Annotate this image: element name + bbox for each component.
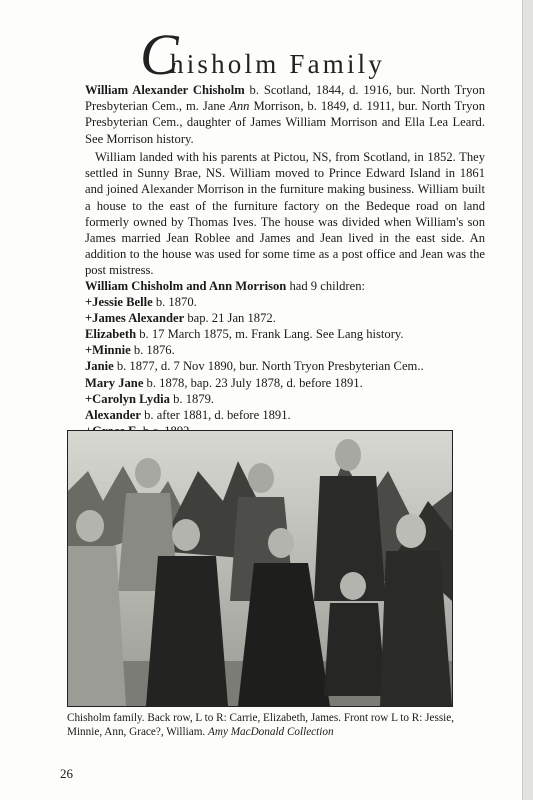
child-details: b. 1878, bap. 23 July 1878, d. before 1891. bbox=[143, 375, 363, 390]
child-name: Mary Jane bbox=[85, 375, 144, 390]
list-item bbox=[85, 326, 505, 342]
list-item bbox=[85, 375, 505, 391]
intro-text-b: Morrison, b. 1849, d. 1911, bur. North Tryon Presbyterian Cem., daughter of James William Morrison and Ella Lea Leard. See Morrison history. bbox=[85, 99, 485, 146]
intro-paragraph bbox=[85, 82, 485, 147]
child-details: b. 1876. bbox=[130, 343, 175, 358]
intro-text-a: b. Scotland, 1844, d. 1916, bur. North Tryon Presbyterian Cem., m. Jane bbox=[85, 83, 485, 114]
intro-text-ann: Ann bbox=[229, 99, 250, 114]
photo-caption bbox=[67, 711, 467, 739]
caption-credit: Amy MacDonald Collection bbox=[208, 726, 334, 738]
children-list bbox=[85, 278, 505, 439]
child-name: +Minnie bbox=[85, 343, 131, 358]
list-item bbox=[85, 342, 505, 358]
title-initial: C bbox=[140, 22, 179, 87]
child-name: Elizabeth bbox=[85, 327, 137, 342]
caption-text: Chisholm family. Back row, L to R: Carrie, Elizabeth, James. Front row L to R: Jessie, Minnie, Ann, Grace?, William. bbox=[67, 712, 455, 738]
family-photo bbox=[67, 430, 453, 707]
child-name: Alexander bbox=[85, 407, 141, 422]
child-name: +James Alexander bbox=[85, 311, 185, 326]
child-name: +Jessie Belle bbox=[85, 295, 153, 310]
parents-names: William Chisholm and Ann Morrison bbox=[85, 279, 287, 293]
list-item bbox=[85, 310, 505, 326]
page-edge bbox=[522, 0, 533, 800]
child-details: b. 17 March 1875, m. Frank Lang. See Lang history. bbox=[136, 327, 404, 342]
list-item bbox=[85, 358, 505, 374]
list-item bbox=[85, 391, 505, 407]
child-name: Janie bbox=[85, 359, 114, 374]
page-number: 26 bbox=[60, 766, 73, 781]
child-details: b. 1877, d. 7 Nov 1890, bur. North Tryon Presbyterian Cem.. bbox=[113, 359, 424, 374]
child-details: bap. 21 Jan 1872. bbox=[184, 311, 276, 326]
list-item bbox=[85, 294, 505, 310]
child-details: b. 1879. bbox=[169, 391, 215, 406]
children-header bbox=[85, 278, 505, 294]
child-name: +Carolyn Lydia bbox=[85, 391, 170, 406]
list-item bbox=[85, 407, 505, 423]
person-name: William Alexander Chisholm bbox=[85, 83, 245, 97]
family-photo-image bbox=[68, 431, 452, 706]
child-details: b. after 1881, d. before 1891. bbox=[140, 407, 291, 422]
history-paragraph: William landed with his parents at Pictou, NS, from Scotland, in 1852. They settled in Sunny Brae, NS. William moved to Prince Edward Island in 1861 and joined Alexander Morrison in the furniture making business. William built a house to the east of the furniture factory on the Bedeque road on land formerly owned by Thomas Ives. The house was divided when William's son James married Jean Roblee and James and Jean lived in the east side. An addition to the house was used for some time as a post office and Jean was the post mistress. bbox=[85, 150, 485, 278]
title-rest: hisholm Family bbox=[170, 49, 386, 79]
child-details: b. 1870. bbox=[152, 295, 197, 310]
children-header-text: had 9 children: bbox=[286, 279, 365, 293]
